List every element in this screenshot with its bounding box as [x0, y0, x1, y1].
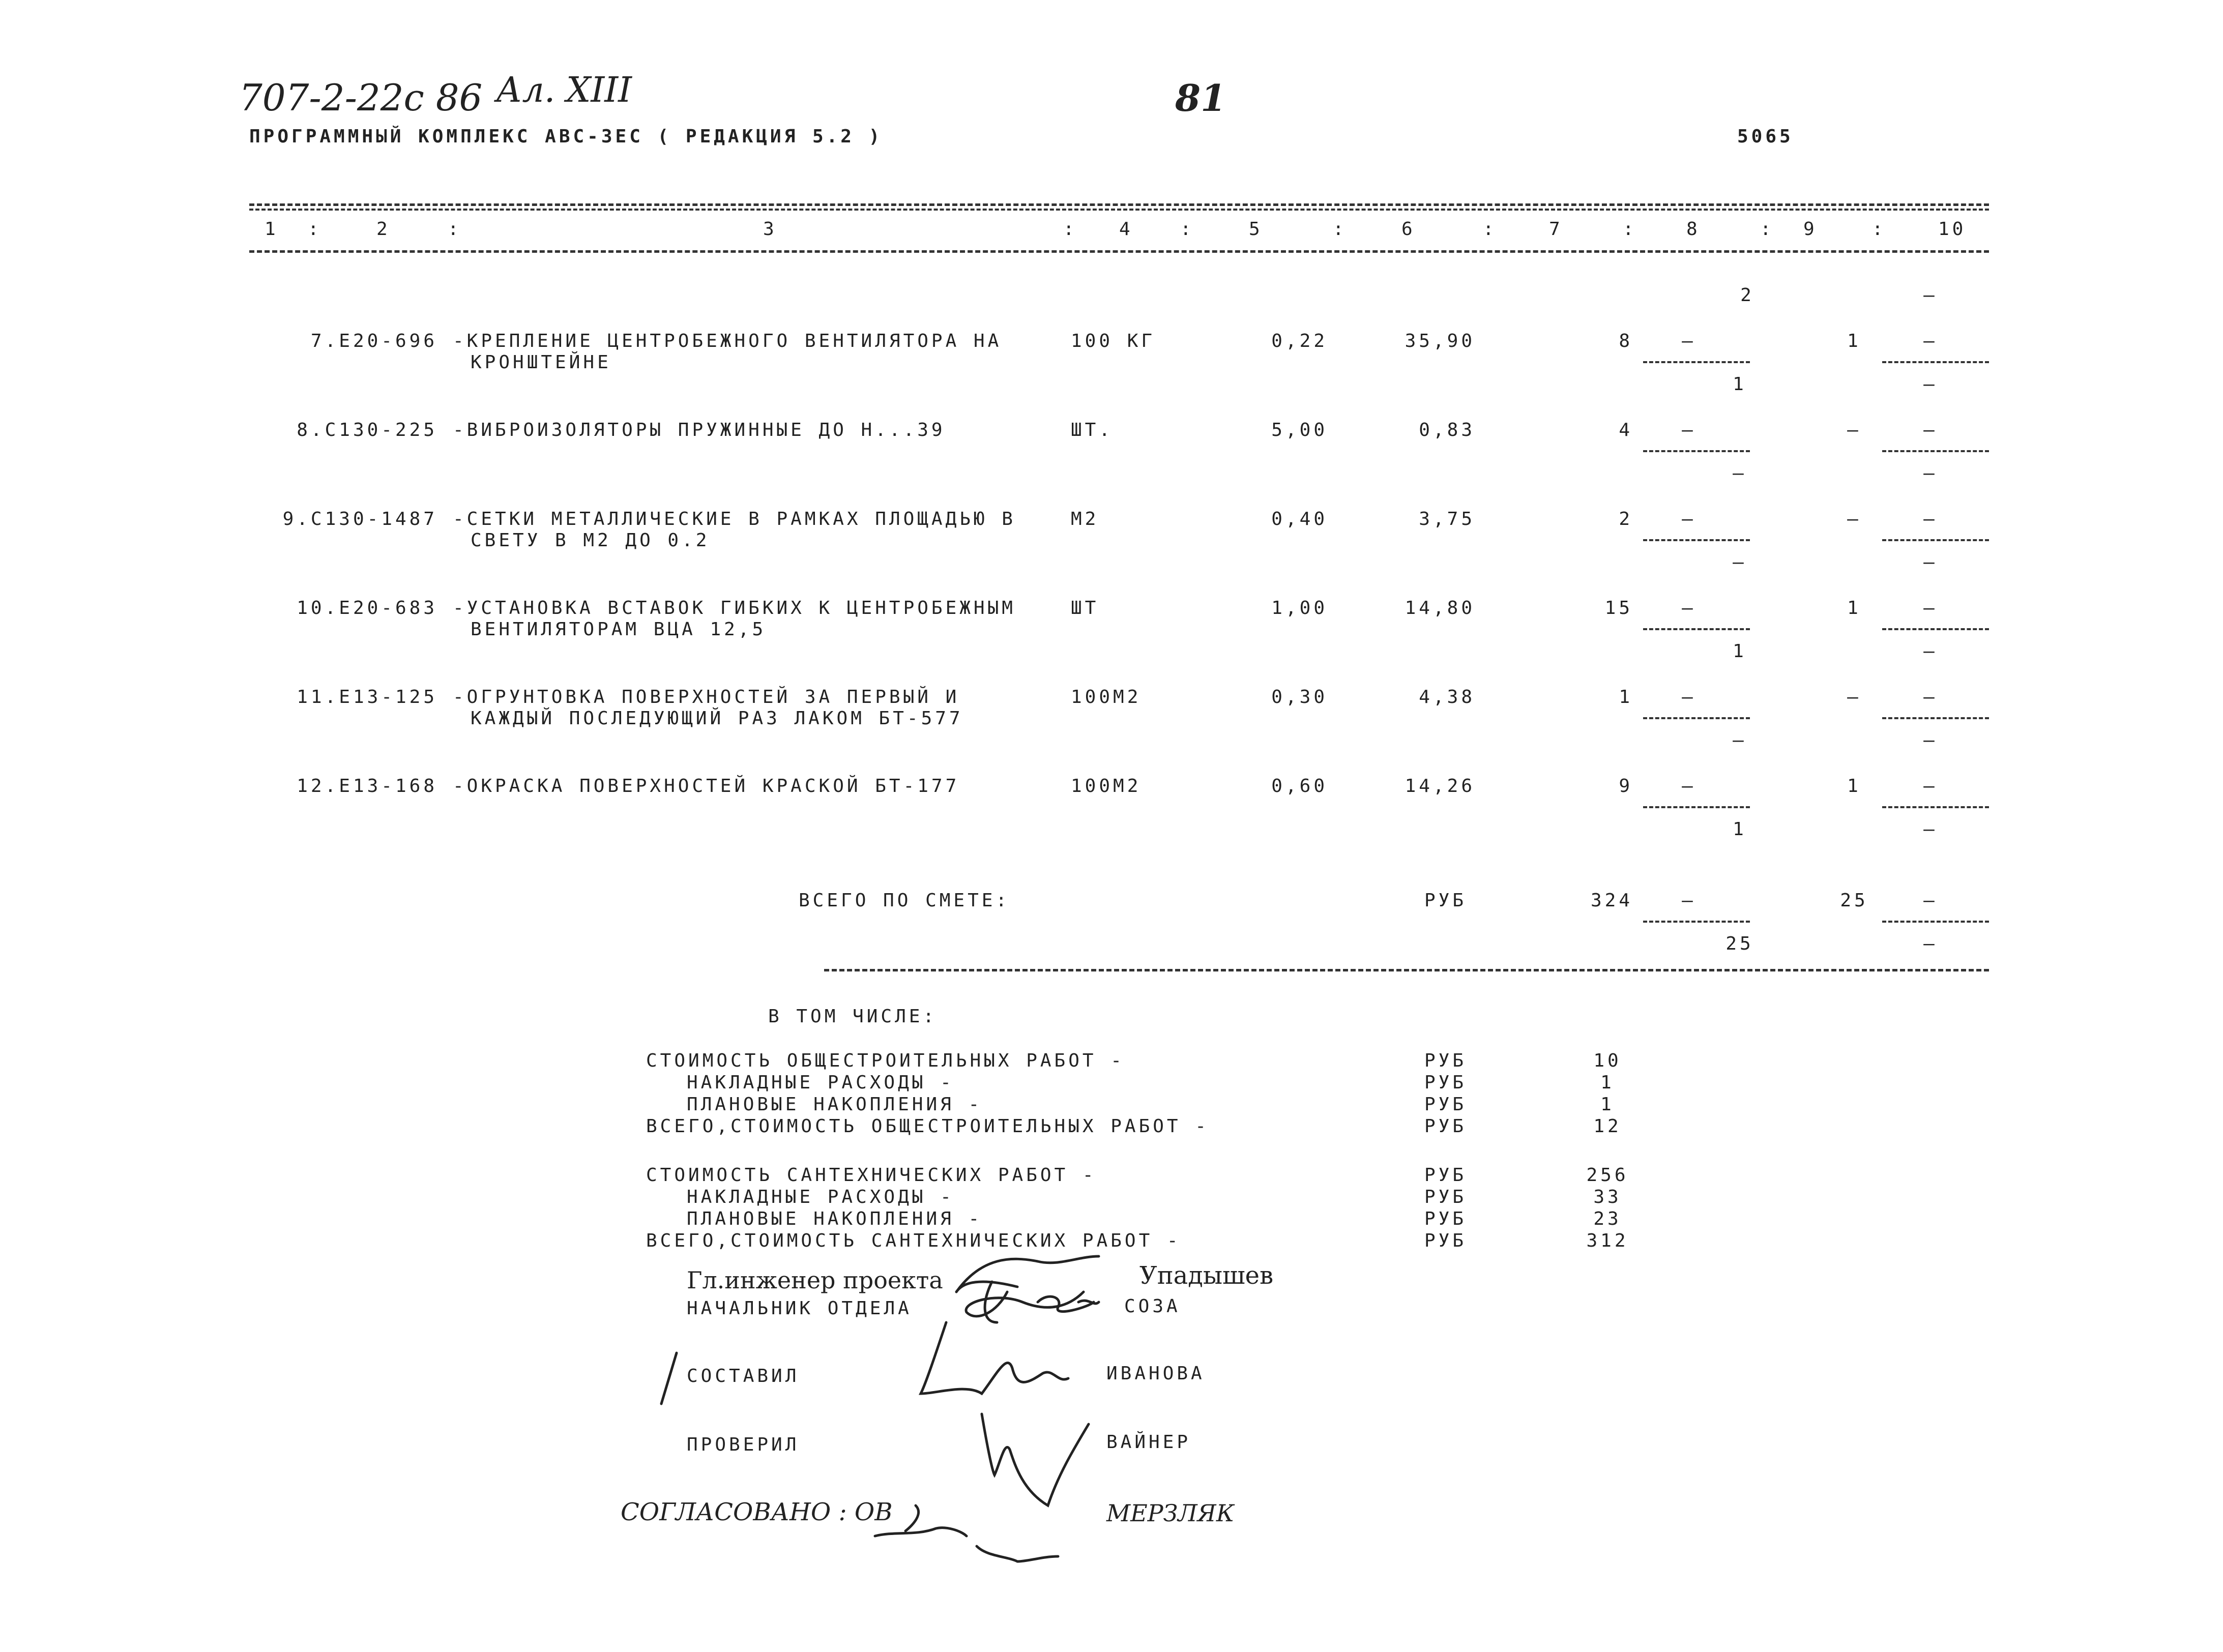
row-code: 12.Е13-168	[297, 776, 437, 796]
grand-total-col10: –	[1923, 890, 1938, 911]
row-col8-lower: 1	[1733, 374, 1747, 395]
row-col8: –	[1682, 331, 1696, 351]
column-separator: :	[1333, 219, 1347, 240]
summary-unit: РУБ	[1424, 1094, 1467, 1115]
department-head-label: НАЧАЛЬНИК ОТДЕЛА	[687, 1298, 912, 1319]
row-col10-lower: –	[1923, 819, 1938, 840]
top-value-col8: 2	[1740, 285, 1754, 306]
column-separator: :	[308, 219, 322, 240]
row-col10-lower: –	[1923, 463, 1938, 484]
top-value-col10: –	[1923, 285, 1938, 306]
page-number: 81	[1175, 76, 1226, 120]
summary-label: СТОИМОСТЬ ОБЩЕСТРОИТЕЛЬНЫХ РАБОТ -	[646, 1050, 1125, 1071]
summary-unit: РУБ	[1424, 1072, 1467, 1093]
row-col10: –	[1923, 776, 1938, 796]
summary-label: ВСЕГО,СТОИМОСТЬ ОБЩЕСТРОИТЕЛЬНЫХ РАБОТ -	[646, 1116, 1209, 1137]
row-col10-lower: –	[1923, 374, 1938, 395]
row-name-line2: КРОНШТЕЙНЕ	[471, 352, 611, 373]
signature-compiler	[921, 1322, 1068, 1394]
row-col10-lower: –	[1923, 552, 1938, 573]
row-quantity: 5,00	[1271, 420, 1328, 440]
handwritten-code: 707-2-22с 86	[239, 76, 483, 119]
row-unit: ШТ.	[1071, 420, 1114, 440]
column-header-10: 10	[1938, 219, 1967, 240]
summary-label: ПЛАНОВЫЕ НАКОПЛЕНИЯ -	[687, 1094, 983, 1115]
agreed-label: СОГЛАСОВАНО : ОВ	[621, 1498, 893, 1526]
column-header-5: 5	[1249, 219, 1263, 240]
summary-value: 1	[1600, 1094, 1615, 1115]
row-unit: М2	[1071, 509, 1099, 529]
summary-value: 312	[1586, 1230, 1629, 1251]
row-col9: 1	[1847, 598, 1861, 618]
summary-label: СТОИМОСТЬ САНТЕХНИЧЕСКИХ РАБОТ -	[646, 1165, 1097, 1186]
summary-unit: РУБ	[1424, 1165, 1467, 1186]
row-name-line1: -ВИБРОИЗОЛЯТОРЫ ПРУЖИННЫЕ ДО Н...39	[453, 420, 946, 440]
signature-chief	[956, 1256, 1099, 1316]
compiled-by-name: ИВАНОВА	[1106, 1363, 1205, 1384]
row-name-line1: -ОГРУНТОВКА ПОВЕРХНОСТЕЙ ЗА ПЕРВЫЙ И	[453, 687, 960, 707]
row-quantity: 0,40	[1271, 509, 1328, 529]
row-col8-lower: 1	[1733, 641, 1747, 662]
summary-unit: РУБ	[1424, 1208, 1467, 1229]
column-header-8: 8	[1686, 219, 1701, 240]
row-col9: –	[1847, 420, 1861, 440]
row-col9: 1	[1847, 331, 1861, 351]
column-separator: :	[1180, 219, 1194, 240]
column-header-2: 2	[376, 219, 391, 240]
summary-label: НАКЛАДНЫЕ РАСХОДЫ -	[687, 1187, 954, 1207]
row-col10-lower: –	[1923, 641, 1938, 662]
column-header-9: 9	[1803, 219, 1818, 240]
row-unit-price: 4,38	[1419, 687, 1475, 707]
row-name-line1: -ОКРАСКА ПОВЕРХНОСТЕЙ КРАСКОЙ БТ-177	[453, 776, 960, 796]
grand-total-value: 324	[1590, 890, 1633, 911]
row-name-line2: ВЕНТИЛЯТОРАМ ВЦА 12,5	[471, 619, 767, 640]
row-unit-price: 0,83	[1419, 420, 1475, 440]
row-col10: –	[1923, 687, 1938, 707]
summary-unit: РУБ	[1424, 1050, 1467, 1071]
summary-unit: РУБ	[1424, 1230, 1467, 1251]
chief-engineer-label: Гл.инженер проекта	[687, 1266, 943, 1294]
column-header-6: 6	[1401, 219, 1416, 240]
row-col10: –	[1923, 509, 1938, 529]
row-col8: –	[1682, 776, 1696, 796]
row-unit-price: 14,26	[1405, 776, 1475, 796]
compiled-by-label: СОСТАВИЛ	[687, 1366, 800, 1386]
summary-label: НАКЛАДНЫЕ РАСХОДЫ -	[687, 1072, 954, 1093]
row-col8: –	[1682, 420, 1696, 440]
row-quantity: 1,00	[1271, 598, 1328, 618]
row-code: 9.С130-1487	[282, 509, 437, 529]
including-title: В ТОМ ЧИСЛЕ:	[768, 1006, 938, 1027]
summary-label: ПЛАНОВЫЕ НАКОПЛЕНИЯ -	[687, 1208, 983, 1229]
row-col10: –	[1923, 420, 1938, 440]
row-col8: –	[1682, 598, 1696, 618]
summary-value: 12	[1593, 1116, 1622, 1137]
row-quantity: 0,22	[1271, 331, 1328, 351]
row-total: 9	[1619, 776, 1633, 796]
column-separator: :	[448, 219, 462, 240]
row-col8-lower: –	[1733, 552, 1747, 573]
slash-mark	[661, 1353, 677, 1404]
row-name-line2: СВЕТУ В М2 ДО 0.2	[471, 530, 710, 551]
row-name-line2: КАЖДЫЙ ПОСЛЕДУЮЩИЙ РАЗ ЛАКОМ БТ-577	[471, 708, 963, 729]
checked-by-label: ПРОВЕРИЛ	[687, 1434, 800, 1455]
row-total: 1	[1619, 687, 1633, 707]
grand-total-col9: 25	[1840, 890, 1868, 911]
row-unit: 100М2	[1071, 687, 1142, 707]
row-unit: 100 КГ	[1071, 331, 1156, 351]
summary-value: 23	[1593, 1208, 1622, 1229]
grand-total-unit: РУБ	[1424, 890, 1467, 911]
row-unit: ШТ	[1071, 598, 1099, 618]
row-quantity: 0,60	[1271, 776, 1328, 796]
grand-total-col8-lower: 25	[1725, 933, 1754, 954]
column-header-7: 7	[1549, 219, 1563, 240]
row-name-line1: -СЕТКИ МЕТАЛЛИЧЕСКИЕ В РАМКАХ ПЛОЩАДЬЮ В	[453, 509, 1016, 529]
row-col10: –	[1923, 331, 1938, 351]
row-unit: 100М2	[1071, 776, 1142, 796]
signature-agreed	[875, 1506, 1058, 1561]
grand-total-col8: –	[1682, 890, 1696, 911]
row-col8: –	[1682, 509, 1696, 529]
grand-total-label: ВСЕГО ПО СМЕТЕ:	[799, 890, 1010, 911]
row-col9: –	[1847, 687, 1861, 707]
grand-total-col10-lower: –	[1923, 933, 1938, 954]
summary-value: 256	[1586, 1165, 1629, 1186]
album-number: Ал. XIII	[496, 70, 632, 110]
checked-by-name: ВАЙНЕР	[1106, 1432, 1191, 1453]
column-separator: :	[1623, 219, 1637, 240]
row-unit-price: 3,75	[1419, 509, 1475, 529]
row-quantity: 0,30	[1271, 687, 1328, 707]
row-code: 10.Е20-683	[297, 598, 437, 618]
row-unit-price: 35,90	[1405, 331, 1475, 351]
row-col8-lower: –	[1733, 463, 1747, 484]
row-total: 15	[1604, 598, 1633, 618]
row-name-line1: -УСТАНОВКА ВСТАВОК ГИБКИХ К ЦЕНТРОБЕЖНЫМ	[453, 598, 1016, 618]
signature-checker	[982, 1414, 1089, 1506]
row-col8: –	[1682, 687, 1696, 707]
summary-value: 33	[1593, 1187, 1622, 1207]
summary-label: ВСЕГО,СТОИМОСТЬ САНТЕХНИЧЕСКИХ РАБОТ -	[646, 1230, 1181, 1251]
column-header-3: 3	[763, 219, 777, 240]
row-col9: 1	[1847, 776, 1861, 796]
column-separator: :	[1063, 219, 1077, 240]
column-separator: :	[1760, 219, 1774, 240]
program-line: ПРОГРАММНЫЙ КОМПЛЕКС АВС-ЗЕС ( РЕДАКЦИЯ 5.2 )	[249, 126, 883, 147]
row-code: 7.Е20-696	[310, 331, 437, 351]
row-unit-price: 14,80	[1405, 598, 1475, 618]
row-col10-lower: –	[1923, 730, 1938, 751]
row-code: 8.С130-225	[297, 420, 437, 440]
document-number: 5065	[1737, 126, 1794, 147]
row-name-line1: -КРЕПЛЕНИЕ ЦЕНТРОБЕЖНОГО ВЕНТИЛЯТОРА НА	[453, 331, 1002, 351]
row-total: 8	[1619, 331, 1633, 351]
chief-engineer-name: Упадышев	[1139, 1261, 1274, 1290]
row-col10: –	[1923, 598, 1938, 618]
row-col8-lower: 1	[1733, 819, 1747, 840]
column-header-4: 4	[1119, 219, 1133, 240]
row-code: 11.Е13-125	[297, 687, 437, 707]
row-total: 4	[1619, 420, 1633, 440]
summary-value: 10	[1593, 1050, 1622, 1071]
column-separator: :	[1872, 219, 1886, 240]
column-separator: :	[1483, 219, 1497, 240]
row-total: 2	[1619, 509, 1633, 529]
row-col9: –	[1847, 509, 1861, 529]
department-head-name: СОЗА	[1124, 1296, 1181, 1317]
summary-unit: РУБ	[1424, 1116, 1467, 1137]
agreed-name: МЕРЗЛЯК	[1106, 1499, 1235, 1527]
column-header-1: 1	[265, 219, 279, 240]
summary-unit: РУБ	[1424, 1187, 1467, 1207]
summary-value: 1	[1600, 1072, 1615, 1093]
row-col8-lower: –	[1733, 730, 1747, 751]
